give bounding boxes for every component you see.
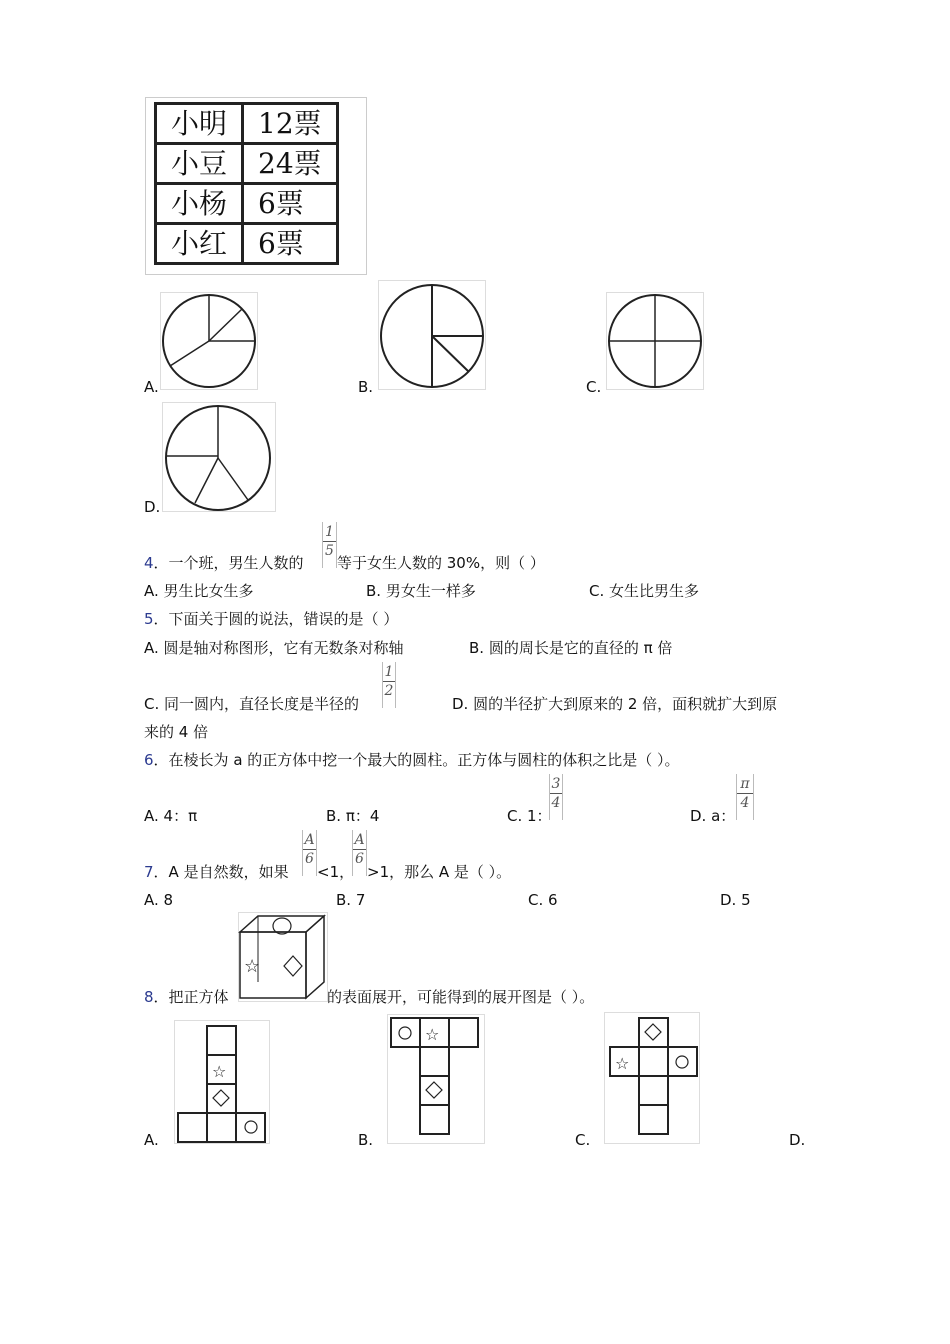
question-text: ．A 是自然数，如果 — [153, 863, 289, 881]
question-6 — [144, 750, 680, 770]
pie-chart-option-d — [162, 402, 276, 512]
vote-count: 12票 — [243, 104, 338, 144]
option-c: C. 1： — [507, 807, 552, 825]
question-text: 等于女生人数的 30%，则（ ） — [337, 554, 545, 572]
question-number: 6 — [144, 751, 154, 769]
option-c: C. 女生比男生多 — [589, 582, 700, 600]
fraction-denominator: 6 — [305, 851, 314, 867]
vote-count: 6票 — [243, 224, 338, 264]
fraction-1-2 — [382, 662, 396, 708]
pie-chart-option-b — [378, 280, 486, 390]
option-d-label: D. — [789, 1131, 806, 1149]
diamond-icon — [426, 1082, 442, 1098]
fraction-bar — [353, 849, 366, 850]
cube-net-option-b — [387, 1014, 485, 1144]
fraction-bar — [550, 793, 562, 794]
option-b-label: B. — [358, 378, 374, 396]
circle-icon — [245, 1121, 257, 1133]
vote-table — [154, 102, 339, 265]
option-a: A. 4：π — [144, 807, 198, 825]
fraction-numerator: π — [740, 776, 750, 792]
question-7 — [144, 862, 289, 882]
fraction-3-4 — [549, 774, 563, 820]
star-icon: ☆ — [212, 1062, 227, 1081]
circle-icon — [399, 1027, 411, 1039]
cube-net-option-a — [174, 1020, 270, 1144]
question-number: 5 — [144, 610, 154, 628]
table-row — [156, 224, 338, 264]
option-d: D. 圆的半径扩大到原来的 2 倍，面积就扩大到原 — [452, 695, 778, 713]
option-a-label: A. — [144, 378, 159, 396]
question-text: ．在棱长为 a 的正方体中挖一个最大的圆柱。正方体与圆柱的体积之比是（ ）。 — [153, 751, 680, 769]
vote-name: 小红 — [156, 224, 243, 264]
question-text: 的表面展开，可能得到的展开图是（ ）。 — [327, 988, 595, 1006]
fraction-denominator: 4 — [551, 795, 561, 811]
option-a: A. 8 — [144, 891, 174, 909]
pie-chart-option-c — [606, 292, 704, 390]
option-a: A. 圆是轴对称图形，它有无数条对称轴 — [144, 639, 404, 657]
cube-net-option-c — [604, 1012, 700, 1144]
fraction-numerator: A — [304, 832, 315, 848]
fraction-denominator: 6 — [355, 851, 364, 867]
option-d-continued: 来的 4 倍 — [144, 723, 209, 741]
option-b: B. π：4 — [326, 807, 380, 825]
fraction-a-6 — [302, 830, 317, 876]
fraction-numerator: 1 — [325, 524, 334, 540]
option-c: C. 同一圆内，直径长度是半径的 — [144, 695, 360, 713]
fraction-1-5 — [322, 522, 337, 568]
question-text: ．一个班，男生人数的 — [153, 554, 304, 572]
table-row — [156, 104, 338, 144]
vote-count: 6票 — [243, 184, 338, 224]
pie-chart-option-a — [160, 292, 258, 390]
fraction-bar — [323, 541, 336, 542]
option-b: B. 圆的周长是它的直径的 π 倍 — [469, 639, 673, 657]
star-icon: ☆ — [425, 1025, 440, 1044]
question-text: <1， — [317, 863, 355, 881]
option-a-label: A. — [144, 1131, 159, 1149]
fraction-bar — [303, 849, 316, 850]
option-b-label: B. — [358, 1131, 374, 1149]
option-d: D. a： — [690, 807, 736, 825]
vote-name: 小杨 — [156, 184, 243, 224]
question-text: >1，那么 A 是（ ）。 — [367, 863, 512, 881]
fraction-numerator: 3 — [551, 776, 561, 792]
cube-figure — [238, 912, 328, 1002]
question-8 — [144, 987, 229, 1007]
star-icon: ☆ — [615, 1054, 630, 1073]
option-a: A. 男生比女生多 — [144, 582, 254, 600]
star-icon: ☆ — [244, 956, 261, 977]
question-5 — [144, 609, 398, 629]
fraction-denominator: 4 — [740, 795, 750, 811]
fraction-denominator: 2 — [384, 683, 394, 699]
option-c: C. 6 — [528, 891, 558, 909]
question-text: ．把正方体 — [153, 988, 229, 1006]
fraction-numerator: A — [354, 832, 365, 848]
vote-count: 24票 — [243, 144, 338, 184]
question-number: 4 — [144, 554, 154, 572]
fraction-bar — [737, 793, 753, 794]
question-number: 7 — [144, 863, 154, 881]
table-row — [156, 144, 338, 184]
vote-table-figure — [145, 97, 367, 275]
circle-icon — [676, 1056, 688, 1068]
question-text: ．下面关于圆的说法，错误的是（ ） — [153, 610, 399, 628]
fraction-bar — [383, 681, 395, 682]
fraction-denominator: 5 — [325, 543, 334, 559]
diamond-icon — [284, 956, 302, 976]
option-d: D. 5 — [720, 891, 751, 909]
table-row — [156, 184, 338, 224]
diamond-icon — [645, 1024, 661, 1040]
fraction-a-6 — [352, 830, 367, 876]
question-4 — [144, 553, 304, 573]
option-c-label: C. — [575, 1131, 591, 1149]
vote-name: 小明 — [156, 104, 243, 144]
option-c-label: C. — [586, 378, 602, 396]
option-b: B. 男女生一样多 — [366, 582, 476, 600]
fraction-pi-4 — [736, 774, 754, 820]
option-b: B. 7 — [336, 891, 366, 909]
question-number: 8 — [144, 988, 154, 1006]
option-d-label: D. — [144, 498, 161, 516]
diamond-icon — [213, 1090, 229, 1106]
fraction-numerator: 1 — [384, 664, 394, 680]
vote-name: 小豆 — [156, 144, 243, 184]
